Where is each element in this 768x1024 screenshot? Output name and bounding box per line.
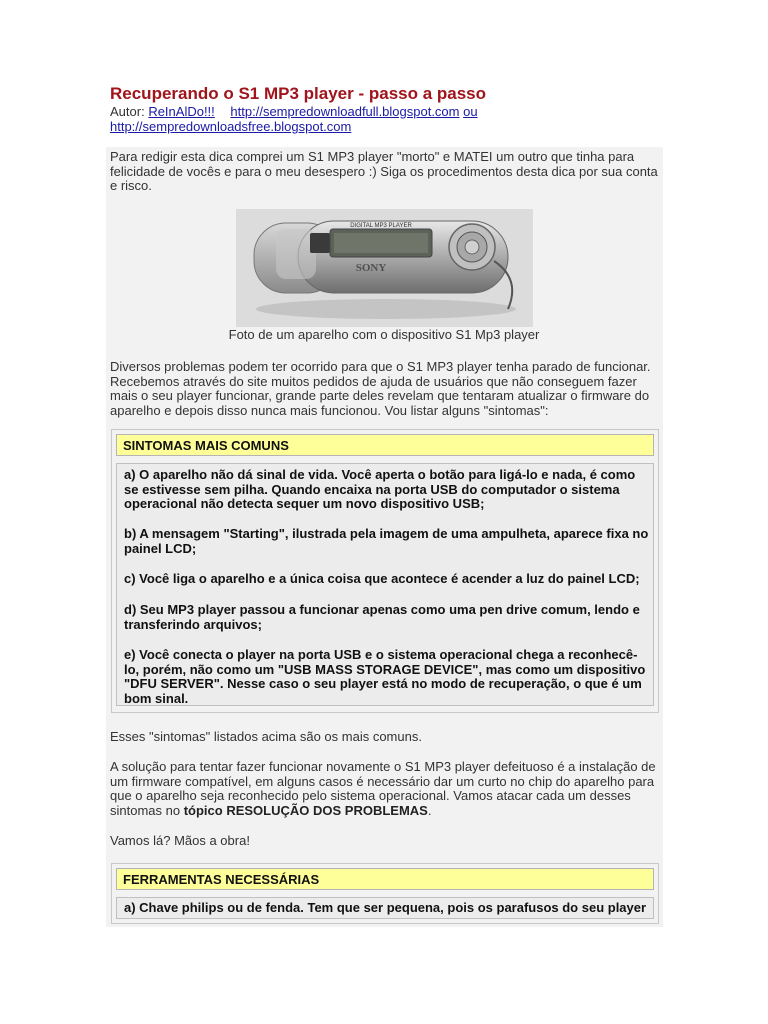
solution-end: . [427, 802, 432, 818]
tools-header [116, 868, 654, 890]
author-name-link[interactable]: ReInAlDo!!! [148, 104, 215, 119]
tools-header-label: FERRAMENTAS NECESSÁRIAS [123, 872, 320, 887]
symptom-item: e) Você conecta o player na porta USB e o sistema operacional chega a reconhecê-lo, porém, não como um "USB MASS STORAGE DEVICE", mas como um dispositivo "DFU SERVER". Nesse caso o seu player está no modo de recuperação, o que é um bom sinal. [124, 647, 646, 706]
symptoms-header [116, 434, 654, 456]
symptom-item: a) O aparelho não dá sinal de vida. Você aperta o botão para ligá-lo e nada, é como se estivesse sem pilha. Quando encaixa na porta USB do computador o sistema operacional não detecta sequer um novo dispositivo USB; [124, 467, 636, 512]
screen-label: DIGITAL MP3 PLAYER [350, 223, 412, 229]
symptoms-table [111, 429, 659, 713]
symptom-item: c) Você liga o aparelho e a única coisa que acontece é acender a luz do painel LCD; [124, 571, 640, 586]
problems-paragraph: Diversos problemas podem ter ocorrido para que o S1 MP3 player tenha parado de funcionar. Recebemos através do site muitos pedidos de ajuda de usuários que não conseguem fazer mais o seu player funcionar, grande parte deles revelam que tentaram atualizar o firmware do aparelho e depois disso nunca mais funcionou. Vou listar alguns "sintomas": [110, 359, 651, 418]
symptom-item: d) Seu MP3 player passou a funcionar apenas como uma pen drive comum, lendo e transferindo arquivos; [124, 602, 640, 632]
solution-text: A solução para tentar fazer funcionar novamente o S1 MP3 player defeituoso é a instalação de um firmware compatível, em alguns casos é necessário dar um curto no chip do aparelho para que o aparelho seja reconhecido pelo sistema operacional. Vamos atacar cada um desses sintomas no [110, 759, 656, 818]
author-label: Autor: [110, 104, 145, 119]
brand-label: SONY [355, 262, 387, 274]
mp3-player-illustration [236, 209, 533, 327]
common-paragraph: Esses "sintomas" listados acima são os mais comuns. [110, 729, 422, 744]
or-link[interactable]: ou [463, 104, 478, 119]
blog-link-2[interactable]: http://sempredownloadsfree.blogspot.com [110, 119, 352, 134]
author-line [110, 104, 478, 134]
photo-caption: Foto de um aparelho com o dispositivo S1 Mp3 player [228, 327, 540, 342]
symptoms-header-label: SINTOMAS MAIS COMUNS [123, 438, 289, 453]
page-title: Recuperando o S1 MP3 player - passo a passo [110, 84, 487, 103]
mp3-player-photo [236, 209, 533, 327]
blog-link-1[interactable]: http://sempredownloadfull.blogspot.com [230, 104, 460, 119]
symptoms-cell [116, 463, 654, 706]
letsgo-paragraph: Vamos lá? Mãos a obra! [110, 833, 250, 848]
intro-paragraph: Para redigir esta dica comprei um S1 MP3 player "morto" e MATEI um outro que tinha para felicidade de vocês e para o meu desespero :) Siga os procedimentos desta dica por sua conta e risco. [110, 149, 658, 194]
tool-item: a) Chave philips ou de fenda. Tem que ser pequena, pois os parafusos do seu player [124, 900, 647, 915]
tools-table [111, 863, 659, 924]
solution-topic-bold: tópico RESOLUÇÃO DOS PROBLEMAS [183, 802, 428, 818]
tools-cell [116, 897, 654, 919]
solution-paragraph [110, 760, 658, 818]
symptom-item: b) A mensagem "Starting", ilustrada pela imagem de uma ampulheta, aparece fixa no painel LCD; [124, 526, 649, 556]
